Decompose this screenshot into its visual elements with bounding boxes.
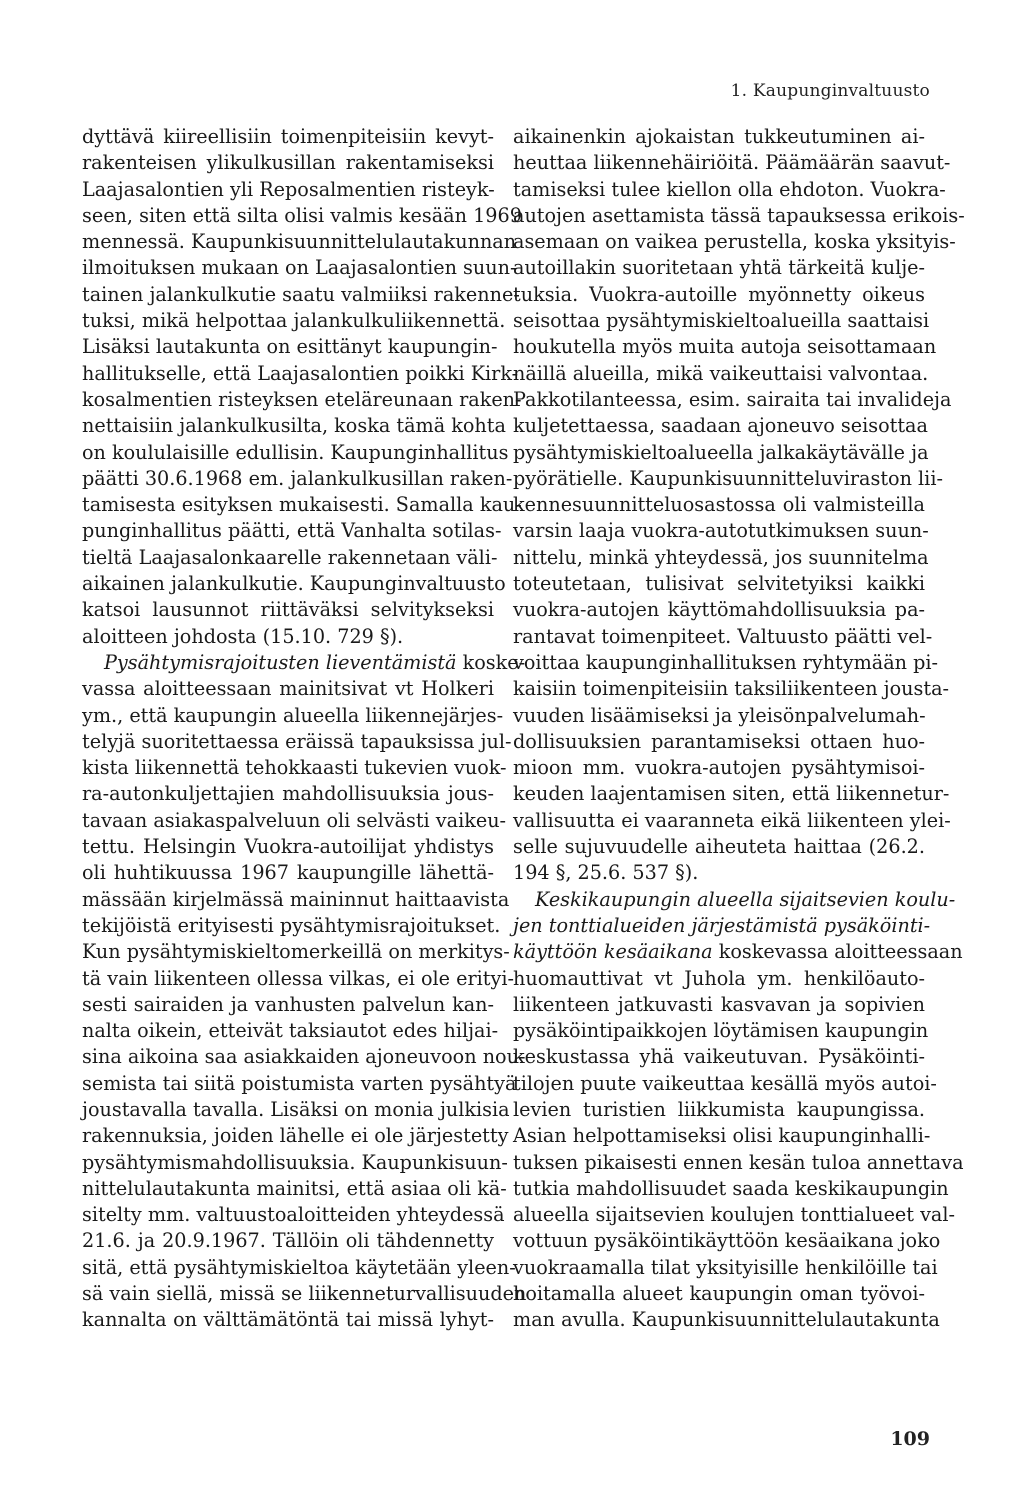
- line-text: nettaisiin jalankulkusilta, koska tämä kohta: [82, 414, 506, 438]
- line-text: vottuun pysäköintikäyttöön kesäaikana joko: [513, 1229, 941, 1253]
- text-line: [513, 177, 946, 203]
- text-line: [82, 1202, 505, 1228]
- line-text: autoillakin suoritetaan yhtä tärkeitä kulje-: [513, 256, 925, 280]
- line-text: telyjä suoritettaessa eräissä tapauksissa jul-: [82, 729, 512, 753]
- line-text: näillä alueilla, mikä vaikeuttaisi valvontaa.: [513, 361, 929, 385]
- text-line: [513, 597, 925, 623]
- text-line: [513, 387, 952, 413]
- line-text: ym., että kaupungin alueella liikennejärjes-: [82, 703, 504, 727]
- line-text: seisottaa pysähtymiskieltoalueilla saattaisi: [513, 309, 930, 333]
- text-line: [513, 413, 928, 439]
- text-line: [82, 992, 494, 1018]
- line-text: tieltä Laajasalonkaarelle rakennetaan väli-: [82, 545, 498, 569]
- text-line: [513, 124, 925, 150]
- italic-heading: Pysähtymisrajoitusten lieventämistä: [104, 650, 457, 674]
- line-text: aikainenkin ajokaistan tukkeutuminen ai-: [513, 125, 925, 148]
- italic-heading: jen tonttialueiden järjestämistä pysäköinti-: [513, 913, 931, 937]
- text-line: [513, 676, 950, 702]
- line-text: seen, siten että silta olisi valmis kesään 1969: [82, 203, 522, 227]
- text-line: [513, 1228, 941, 1254]
- line-text: man avulla. Kaupunkisuunnittelulautakunta: [513, 1308, 940, 1332]
- text-line: [513, 650, 939, 676]
- line-text: mennessä. Kaupunkisuunnittelulautakunnan: [82, 230, 517, 254]
- text-line: [82, 334, 498, 360]
- line-text: huomauttivat vt Juhola ym. henkilöauto-: [513, 966, 925, 990]
- text-line: [513, 229, 956, 255]
- line-text: ra-autonkuljettajien mahdollisuuksia jous-: [82, 782, 494, 806]
- line-text: katsoi lausunnot riittäväksi selvitykseksi: [82, 598, 494, 622]
- text-line: [82, 729, 512, 755]
- line-text: heuttaa liikennehäiriöitä. Päämäärän saavut-: [513, 151, 951, 175]
- text-line: [513, 150, 951, 176]
- line-text: sitä, että pysähtymiskieltoa käytetään yleen-: [82, 1255, 516, 1279]
- line-text: Lisäksi lautakunta on esittänyt kaupungin-: [82, 335, 498, 359]
- text-line: [82, 1150, 508, 1176]
- line-text: aloitteen johdosta (15.10. 729 §).: [82, 624, 404, 648]
- text-line: [513, 1255, 938, 1281]
- text-line: [82, 1071, 517, 1097]
- line-text: tuksen pikaisesti ennen kesän tuloa annettava: [513, 1150, 964, 1174]
- line-text: ilmoituksen mukaan on Laajasalontien suun-: [82, 256, 517, 280]
- text-line: [82, 966, 514, 992]
- line-text: sesti sairaiden ja vanhusten palvelun kan-: [82, 992, 494, 1016]
- text-line: [513, 834, 925, 860]
- text-line: [82, 808, 507, 834]
- line-text: alueella sijaitsevien koulujen tonttialueet val-: [513, 1203, 955, 1227]
- line-text: tuksia. Vuokra-autoille myönnetty oikeus: [513, 282, 925, 306]
- line-text: koske-: [456, 650, 526, 674]
- line-text: rakenteisen ylikulkusillan rakentamiseksi: [82, 151, 494, 175]
- text-line: [513, 1202, 955, 1228]
- text-line: [513, 939, 963, 965]
- line-text: tettu. Helsingin Vuokra-autoilijat yhdistys: [82, 835, 494, 859]
- line-text: dyttävä kiireellisiin toimenpiteisiin kevyt-: [82, 125, 494, 148]
- line-text: kosalmentien risteyksen eteläreunaan raken-: [82, 387, 522, 411]
- text-line: [82, 1307, 494, 1333]
- line-text: pysähtymiskieltoalueella jalkakäytävälle ja: [513, 440, 929, 464]
- line-text: 194 §, 25.6. 537 §).: [513, 861, 699, 885]
- line-text: keskustassa yhä vaikeutuvan. Pysäköinti-: [513, 1045, 925, 1069]
- line-text: liikenteen jatkuvasti kasvavan ja sopivien: [513, 992, 925, 1016]
- text-line: [513, 755, 925, 781]
- text-line: [82, 1097, 510, 1123]
- text-line: [82, 361, 519, 387]
- text-line: [82, 492, 522, 518]
- text-line: [513, 282, 925, 308]
- text-line: [513, 1150, 964, 1176]
- text-line: [82, 939, 510, 965]
- italic-heading: Keskikaupungin alueella sijaitsevien koulu-: [535, 887, 956, 911]
- line-text: tekijöistä erityisesti pysähtymisrajoitukset.: [82, 913, 501, 937]
- line-text: nittelulautakunta mainitsi, että asiaa oli kä-: [82, 1176, 507, 1200]
- text-line: [82, 860, 494, 886]
- line-text: joustavalla tavalla. Lisäksi on monia julkisia: [82, 1097, 510, 1121]
- text-line: [513, 361, 929, 387]
- line-text: voittaa kaupunginhallituksen ryhtymään pi-: [513, 650, 939, 674]
- text-line: [513, 808, 951, 834]
- line-text: tamisesta esityksen mukaisesti. Samalla kau-: [82, 493, 522, 517]
- line-text: pyörätielle. Kaupunkisuunnitteluviraston lii-: [513, 466, 943, 490]
- text-line: [82, 545, 498, 571]
- text-line: [513, 466, 943, 492]
- line-text: nittelu, minkä yhteydessä, jos suunnitelma: [513, 545, 929, 569]
- line-text: autojen asettamista tässä tapauksessa erikois-: [513, 203, 965, 227]
- text-line: [513, 492, 925, 518]
- text-line: [513, 729, 925, 755]
- text-line: [82, 1018, 499, 1044]
- line-text: sitelty mm. valtuustoaloitteiden yhteydessä: [82, 1203, 505, 1227]
- text-line: [513, 992, 925, 1018]
- line-text: on koululaisille edullisin. Kaupunginhallitus: [82, 440, 509, 464]
- text-line: [82, 150, 494, 176]
- text-line: [513, 860, 925, 886]
- line-text: semista tai siitä poistumista varten pysähtyä: [82, 1071, 517, 1095]
- line-text: punginhallitus päätti, että Vanhalta sotilas-: [82, 519, 502, 543]
- line-text: varsin laaja vuokra-autotutkimuksen suun-: [513, 519, 929, 543]
- line-text: dollisuuksien parantamiseksi ottaen huo-: [513, 729, 925, 753]
- text-line: [513, 703, 925, 729]
- text-line: [82, 597, 494, 623]
- line-text: sä vain siellä, missä se liikenneturvallisuuden: [82, 1282, 527, 1306]
- text-line: [513, 781, 950, 807]
- line-text: pysähtymismahdollisuuksia. Kaupunkisuun-: [82, 1150, 508, 1174]
- line-text: sina aikoina saa asiakkaiden ajoneuvoon nou-: [82, 1045, 526, 1069]
- text-line: [82, 913, 501, 939]
- line-text: Laajasalontien yli Reposalmentien risteyk-: [82, 177, 495, 201]
- line-text: vuokra-autojen käyttömahdollisuuksia pa-: [513, 598, 925, 622]
- text-line: [82, 1281, 527, 1307]
- line-text: vuuden lisäämiseksi ja yleisönpalvelumah-: [513, 703, 926, 727]
- text-line: [513, 334, 937, 360]
- italic-heading: käyttöön kesäaikana: [513, 940, 713, 964]
- line-text: selle sujuvuudelle aiheuteta haittaa (26.2.: [513, 835, 925, 859]
- text-line: [82, 229, 517, 255]
- text-line: [513, 1307, 940, 1333]
- text-line: [82, 1123, 509, 1149]
- line-text: toteutetaan, tulisivat selvitetyiksi kaikki: [513, 572, 925, 596]
- text-line: [82, 255, 517, 281]
- line-text: aikainen jalankulkutie. Kaupunginvaltuusto: [82, 572, 506, 596]
- text-line: [82, 834, 494, 860]
- line-text: kannalta on välttämätöntä tai missä lyhyt-: [82, 1308, 494, 1332]
- text-line: [82, 124, 494, 150]
- text-line: [82, 518, 502, 544]
- text-line: [513, 571, 925, 597]
- text-line: [82, 1255, 516, 1281]
- text-line: [82, 676, 494, 702]
- text-line: [82, 755, 507, 781]
- line-text: Asian helpottamiseksi olisi kaupunginhalli-: [513, 1124, 931, 1148]
- text-line: [82, 203, 522, 229]
- text-line: [513, 203, 965, 229]
- line-text: keuden laajentamisen siten, että liikennetur-: [513, 782, 950, 806]
- text-line: [513, 1281, 925, 1307]
- line-text: mioon mm. vuokra-autojen pysähtymisoi-: [513, 756, 925, 780]
- line-text: vallisuutta ei vaaranneta eikä liikenteen ylei-: [513, 808, 951, 832]
- text-line: [82, 177, 494, 203]
- line-text: oli huhtikuussa 1967 kaupungille lähettä-: [82, 861, 494, 885]
- line-text: tilojen puute vaikeuttaa kesällä myös autoi-: [513, 1071, 937, 1095]
- line-text: hallitukselle, että Laajasalontien poikki Kirk-: [82, 361, 519, 385]
- line-text: Pakkotilanteessa, esim. sairaita tai invalideja: [513, 387, 952, 411]
- line-text: kuljetettaessa, saadaan ajoneuvo seisottaa: [513, 414, 928, 438]
- text-line: [513, 255, 925, 281]
- text-line: [82, 650, 526, 676]
- text-line: [513, 308, 930, 334]
- line-text: kaisiin toimenpiteisiin taksiliikenteen jousta-: [513, 677, 950, 701]
- text-line: [82, 1228, 494, 1254]
- line-text: rantavat toimenpiteet. Valtuusto päätti vel-: [513, 624, 933, 648]
- line-text: vassa aloitteessaan mainitsivat vt Holkeri: [82, 677, 494, 701]
- text-line: [82, 781, 494, 807]
- line-text: tamiseksi tulee kiellon olla ehdoton. Vuokra-: [513, 177, 946, 201]
- page-number: 109: [890, 1428, 930, 1450]
- line-text: tavaan asiakaspalveluun oli selvästi vaikeu-: [82, 808, 507, 832]
- text-line: [513, 1071, 937, 1097]
- line-text: Kun pysähtymiskieltomerkeillä on merkitys-: [82, 940, 510, 964]
- text-line: [82, 387, 522, 413]
- text-line: [513, 966, 925, 992]
- text-line: [513, 545, 929, 571]
- text-line: [513, 1018, 929, 1044]
- text-line: [513, 518, 929, 544]
- line-text: 21.6. ja 20.9.1967. Tällöin oli tähdennetty: [82, 1229, 494, 1253]
- line-text: kennesuunnitteluosastossa oli valmisteilla: [513, 493, 925, 517]
- line-text: tainen jalankulkutie saatu valmiiksi rakenne-: [82, 282, 520, 306]
- text-line: [513, 1097, 925, 1123]
- line-text: päätti 30.6.1968 em. jalankulkusillan raken-: [82, 466, 513, 490]
- text-line: [82, 440, 509, 466]
- text-line: [513, 624, 933, 650]
- line-text: tä vain liikenteen ollessa vilkas, ei ole erityi-: [82, 966, 514, 990]
- text-line: [513, 1176, 949, 1202]
- line-text: rakennuksia, joiden lähelle ei ole järjestetty: [82, 1124, 509, 1148]
- text-line: [82, 1176, 507, 1202]
- running-header: 1. Kaupunginvaltuusto: [730, 81, 930, 101]
- text-line: [82, 1044, 526, 1070]
- line-text: kista liikennettä tehokkaasti tukevien vuok-: [82, 756, 507, 780]
- line-text: hoitamalla alueet kaupungin oman työvoi-: [513, 1282, 925, 1306]
- text-line: [513, 1123, 931, 1149]
- text-line: [513, 913, 931, 939]
- line-text: asemaan on vaikea perustella, koska yksityis-: [513, 230, 956, 254]
- line-text: houkutella myös muita autoja seisottamaan: [513, 335, 937, 359]
- left-column: [82, 124, 527, 1334]
- text-line: [82, 571, 506, 597]
- text-line: [82, 887, 510, 913]
- text-line: [82, 282, 520, 308]
- text-line: [513, 887, 956, 913]
- right-column: [513, 124, 965, 1334]
- text-line: [82, 466, 513, 492]
- line-text: nalta oikein, etteivät taksiautot edes hiljai-: [82, 1019, 499, 1043]
- line-text: tutkia mahdollisuudet saada keskikaupungin: [513, 1176, 949, 1200]
- line-text: vuokraamalla tilat yksityisille henkilöille tai: [513, 1255, 938, 1279]
- line-text: pysäköintipaikkojen löytämisen kaupungin: [513, 1019, 929, 1043]
- line-text: mässään kirjelmässä maininnut haittaavista: [82, 887, 510, 911]
- text-line: [82, 624, 494, 650]
- text-line: [82, 308, 506, 334]
- line-text: levien turistien liikkumista kaupungissa.: [513, 1097, 925, 1121]
- line-text: koskevassa aloitteessaan: [712, 940, 963, 964]
- text-line: [513, 440, 929, 466]
- text-line: [82, 413, 506, 439]
- line-text: tuksi, mikä helpottaa jalankulkuliikennettä.: [82, 309, 506, 333]
- text-line: [82, 703, 504, 729]
- text-line: [513, 1044, 925, 1070]
